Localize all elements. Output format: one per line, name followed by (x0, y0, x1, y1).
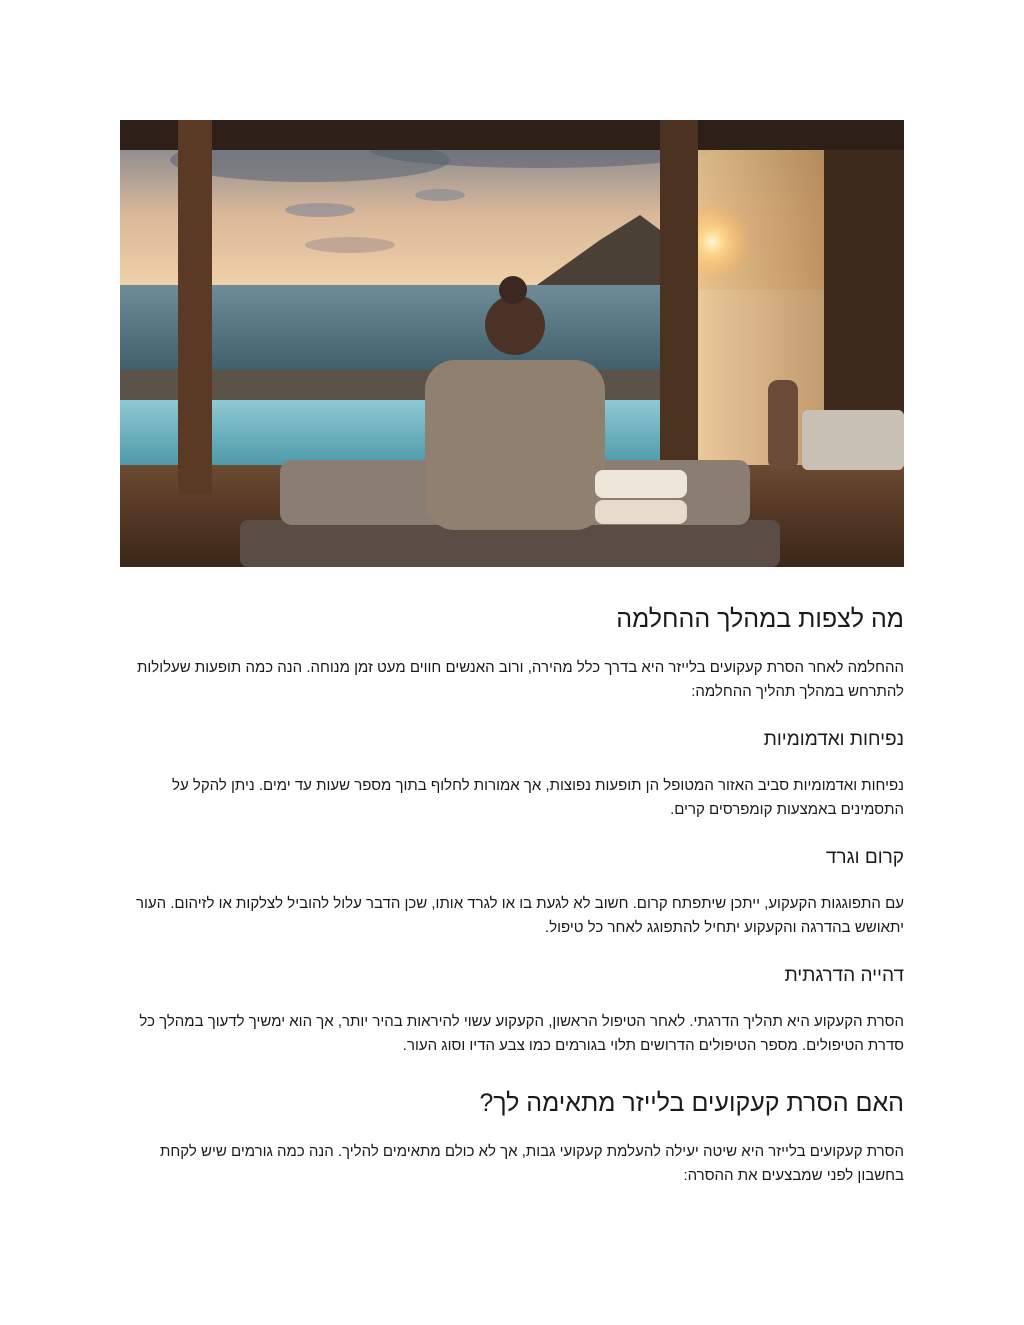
subheading-fading: דהייה הדרגתית (784, 965, 904, 986)
swelling-text: נפיחות ואדמומיות סביב האזור המטופל הן תופעות נפוצות, אך אמורות לחלוף בתוך מספר שעות עד ימים. ניתן להקל על התסמינים באמצעות קומפרסים קרים. (172, 777, 904, 818)
section-title-suitability: האם הסרת קעקועים בלייזר מתאימה לך? (479, 1089, 904, 1117)
recovery-intro: ההחלמה לאחר הסרת קעקועים בלייזר היא בדרך כלל מהירה, ורוב האנשים חווים מעט זמן מנוחה. הנה כמה תופעות שעלולות להתרחש במהלך תהליך ההחלמה: (136, 659, 904, 700)
scab-text: עם התפוגגות הקעקוע, ייתכן שיתפתח קרום. חשוב לא לגעת בו או לגרד אותו, שכן הדבר עלול להוביל לצלקות או לזיהום. העור יתאושש בהדרגה והקעקוע יתחיל להתפוגג לאחר כל טיפול. (135, 895, 904, 936)
subheading-swelling: נפיחות ואדמומיות (763, 729, 904, 750)
fading-text: הסרת הקעקוע היא תהליך הדרגתי. לאחר הטיפול הראשון, הקעקוע עשוי להיראות בהיר יותר, אך הוא ימשיך לדעוך במהלך כל סדרת הטיפולים. מספר הטיפולים הדרושים תלוי בגורמים כמו צבע הדיו וסוג העור. (139, 1013, 904, 1054)
hero-image (120, 120, 904, 567)
article (120, 120, 904, 1188)
section-title-recovery: מה לצפות במהלך ההחלמה (616, 605, 904, 633)
suitability-intro: הסרת קעקועים בלייזר היא שיטה יעילה להעלמת קעקועי גבות, אך לא כולם מתאימים להליך. הנה כמה גורמים שיש לקחת בחשבון לפני שמבצעים את ההסרה: (159, 1143, 904, 1184)
subheading-scab: קרום וגרד (825, 847, 904, 868)
